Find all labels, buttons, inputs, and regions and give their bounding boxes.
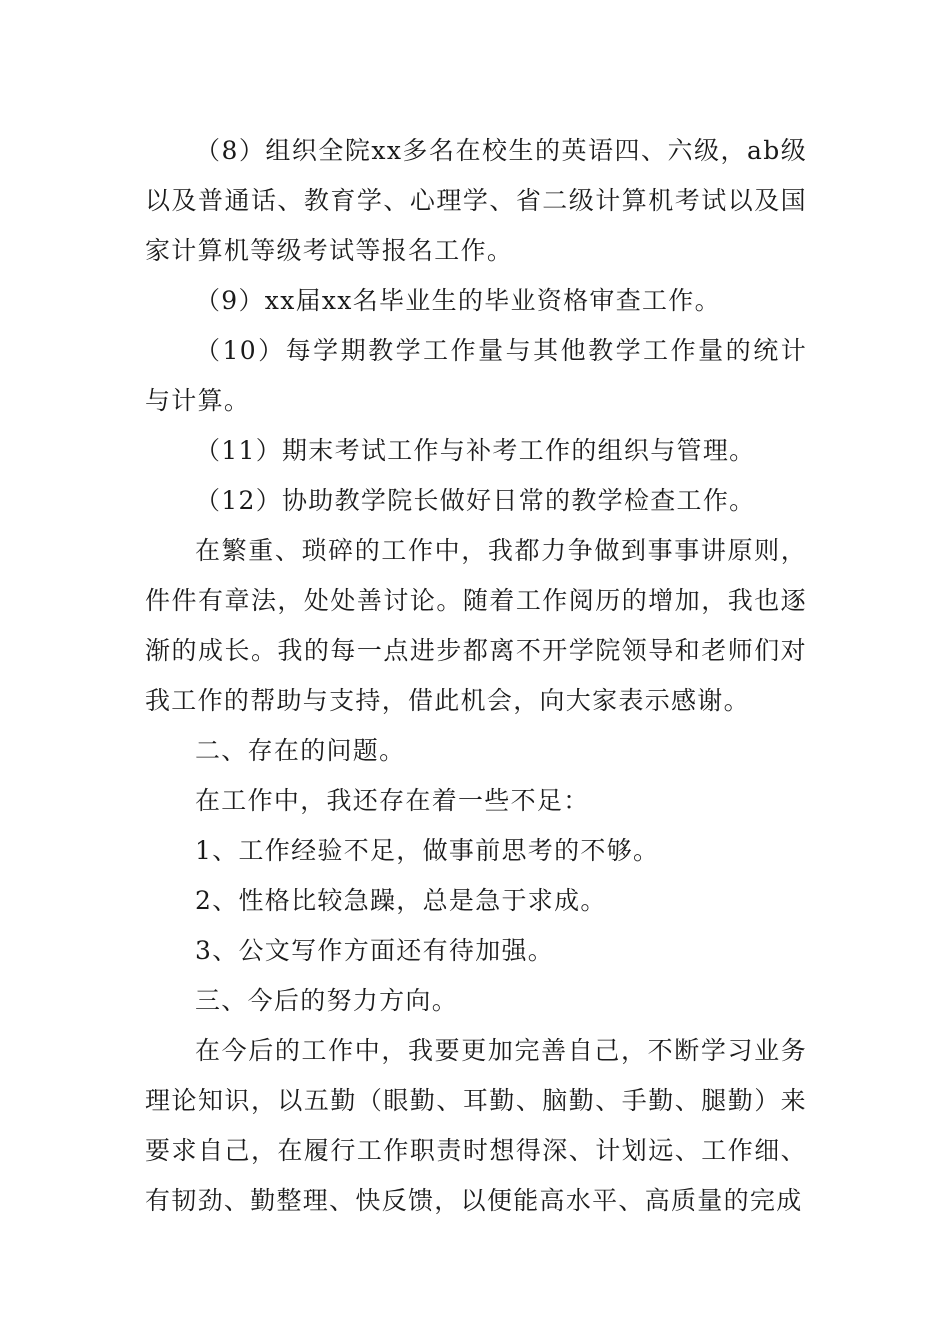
paragraph-future: 在今后的工作中，我要更加完善自己，不断学习业务理论知识，以五勤（眼勤、耳勤、脑勤、手勤、腿勤）来要求自己，在履行工作职责时想得深、计划远、工作细、有韧劲、勤整理、快反馈，以便能高水平、高质量的完成 — [145, 1036, 807, 1215]
section-heading-direction: 三、今后的努力方向。 — [195, 986, 459, 1015]
problem-item-3: 3、公文写作方面还有待加强。 — [195, 936, 555, 965]
section-heading-problems: 二、存在的问题。 — [195, 736, 406, 765]
paragraph-item-11: （11）期末考试工作与补考工作的组织与管理。 — [195, 436, 756, 465]
paragraph-item-9: （9）xx届xx名毕业生的毕业资格审查工作。 — [195, 286, 721, 315]
problem-item-1: 1、工作经验不足，做事前思考的不够。 — [195, 836, 660, 865]
problem-item-2: 2、性格比较急躁，总是急于求成。 — [195, 886, 607, 915]
paragraph-problems-intro: 在工作中，我还存在着一些不足： — [195, 786, 590, 815]
paragraph-item-10: （10）每学期教学工作量与其他教学工作量的统计与计算。 — [145, 336, 807, 415]
document-body — [145, 126, 807, 1226]
paragraph-item-8: （8）组织全院xx多名在校生的英语四、六级，ab级以及普通话、教育学、心理学、省二级计算机考试以及国家计算机等级考试等报名工作。 — [145, 136, 807, 265]
paragraph-item-12: （12）协助教学院长做好日常的教学检查工作。 — [195, 486, 756, 515]
paragraph-summary: 在繁重、琐碎的工作中，我都力争做到事事讲原则，件件有章法，处处善讨论。随着工作阅历的增加，我也逐渐的成长。我的每一点进步都离不开学院领导和老师们对我工作的帮助与支持，借此机会，向大家表示感谢。 — [145, 536, 807, 715]
